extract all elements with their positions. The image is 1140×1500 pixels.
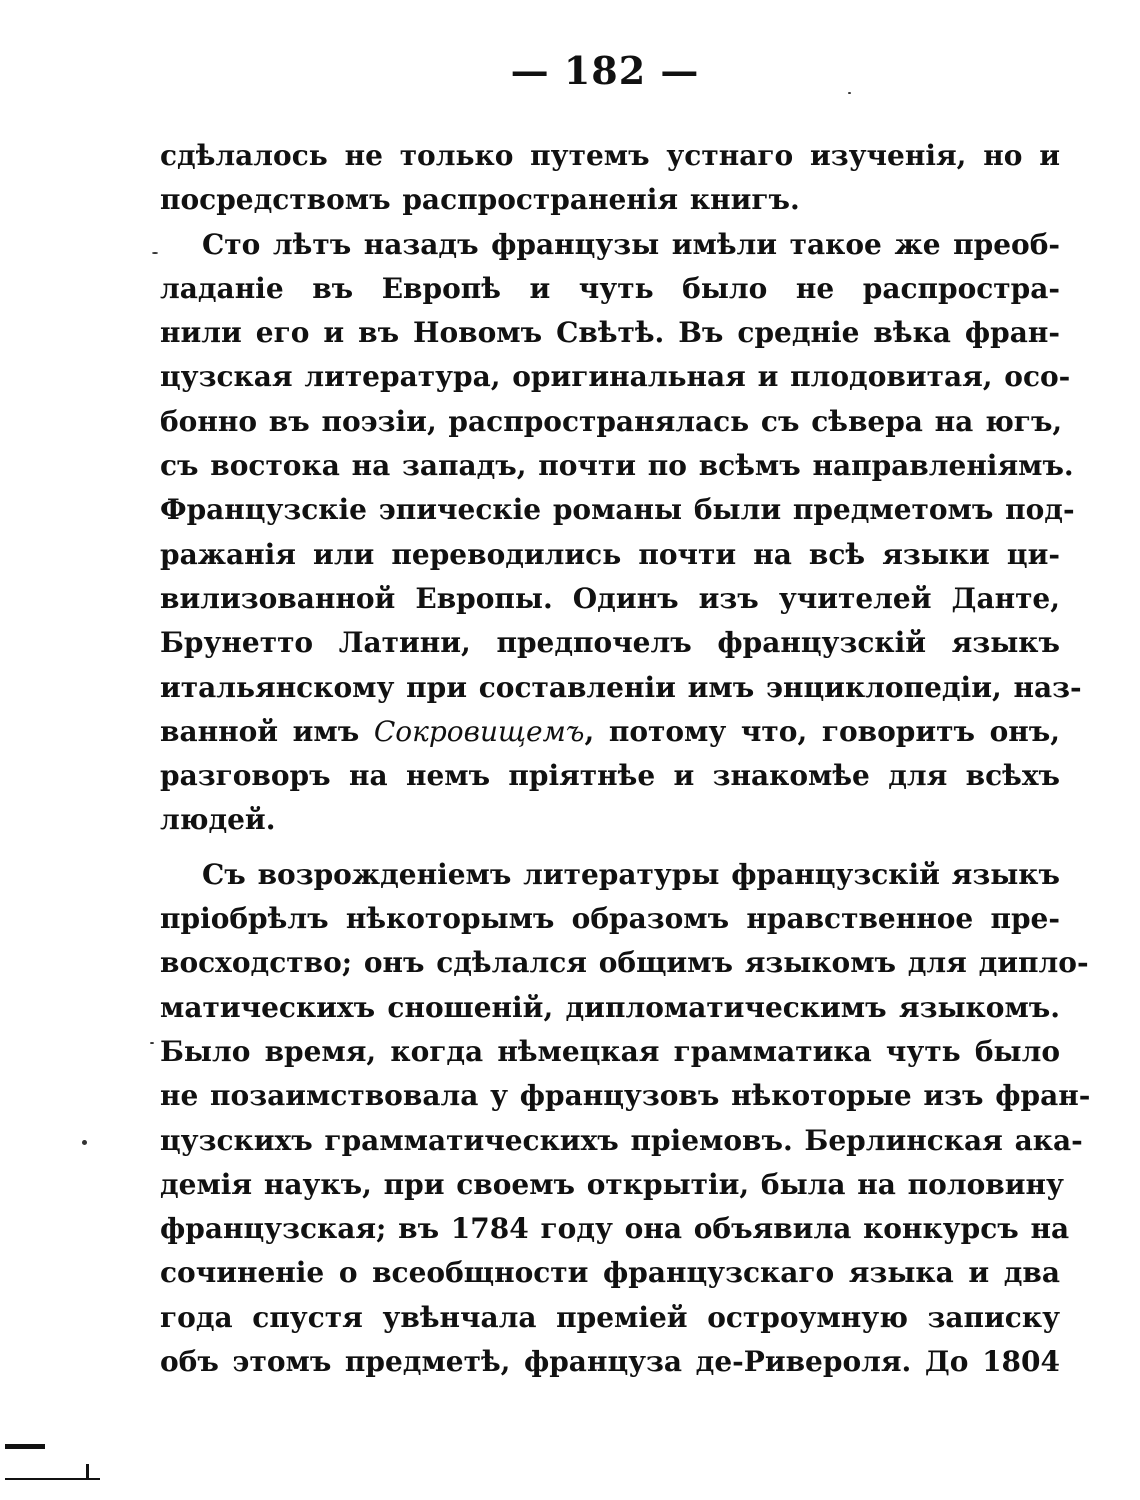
text-line [160, 710, 1060, 754]
text-line: людей. [160, 803, 276, 837]
text-line: восходство; онъ сдѣлался общимъ языкомъ для дипло- [160, 946, 1089, 980]
text-line: сдѣлалось не только путемъ устнаго изученія, но и [160, 139, 1060, 172]
body-text [160, 134, 1091, 1384]
text-line: Французскіе эпическіе романы были предметомъ под- [160, 493, 1075, 527]
text-line: Сто лѣтъ назадъ французы имѣли такое же преоб- [202, 227, 1060, 261]
text-line: не позаимствовала у французовъ нѣкоторые изъ фран- [160, 1079, 1091, 1113]
text-line: года спустя увѣнчала преміей остроумную записку [160, 1300, 1060, 1334]
text-line: бонно въ поэзіи, распространялась съ сѣвера на югъ, [160, 404, 1063, 438]
scan-edge-mark [86, 1464, 89, 1480]
italic-title: Сокровищемъ [373, 714, 585, 748]
text-line: Брунетто Латини, предпочелъ французскій языкъ [160, 626, 1060, 660]
text-line: сочиненіе о всеобщности французскаго языка и два [160, 1256, 1060, 1290]
scan-edge-mark [5, 1444, 45, 1449]
scan-speck [150, 1042, 154, 1044]
text-line: разговоръ на немъ пріятнѣе и знакомѣе для всѣхъ [160, 759, 1060, 793]
text-line: нили его и въ Новомъ Свѣтѣ. Въ средніе вѣка фран- [160, 316, 1060, 350]
scan-speck [152, 252, 158, 254]
text-line: ражанія или переводились почти на всѣ языки ци- [160, 537, 1060, 571]
text-line: Было время, когда нѣмецкая грамматика чуть было [160, 1034, 1060, 1068]
page-number: — 182 — [510, 48, 700, 93]
text-line: посредствомъ распространенія книгъ. [160, 183, 800, 217]
text-line: итальянскому при составленіи имъ энциклопедіи, наз- [160, 670, 1082, 704]
text-line: съ востока на западъ, почти по всѣмъ направленіямъ. [160, 449, 1074, 483]
text-line: цузскихъ грамматическихъ пріемовъ. Берлинская ака- [160, 1123, 1083, 1157]
text-line: матическихъ сношеній, дипломатическимъ языкомъ. [160, 990, 1060, 1024]
text-line: объ этомъ предметѣ, француза де-Ривероля. До 1804 [160, 1345, 1060, 1379]
text-line: ладаніе въ Европѣ и чуть было не распростра- [160, 271, 1060, 305]
text-line: Съ возрожденіемъ литературы французскій языкъ [202, 857, 1060, 891]
text-line: цузская литература, оригинальная и плодовитая, осо- [160, 360, 1071, 394]
text-line-content: ванной имъ Сокровищемъ, потому что, говоритъ онъ, [160, 714, 1061, 748]
text-line: французская; въ 1784 году она объявила конкурсъ на [160, 1212, 1070, 1246]
text-line: демія наукъ, при своемъ открытіи, была на половину [160, 1167, 1064, 1201]
text-line: пріобрѣлъ нѣкоторымъ образомъ нравственное пре- [160, 902, 1060, 936]
text-line: вилизованной Европы. Одинъ изъ учителей Данте, [160, 581, 1060, 615]
scan-speck [848, 92, 851, 94]
scan-speck [82, 1140, 87, 1145]
